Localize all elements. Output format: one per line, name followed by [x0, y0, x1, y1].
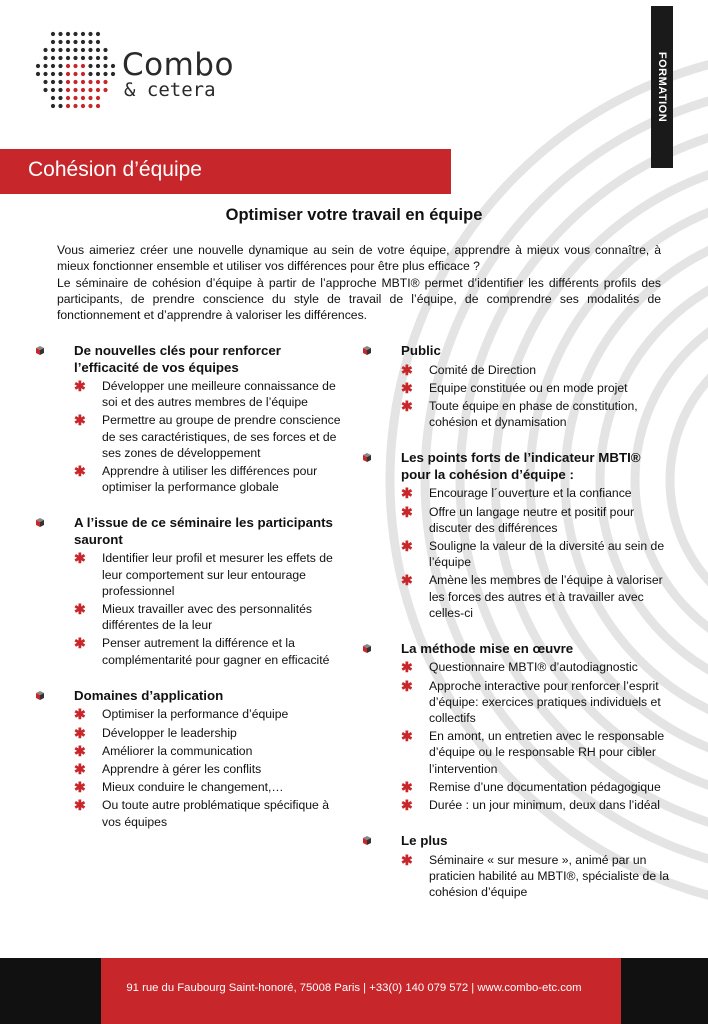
logo-dot: [66, 104, 70, 108]
asterisk-icon: ✱: [401, 397, 413, 414]
section-title: La méthode mise en œuvre: [401, 640, 574, 656]
logo-dot: [73, 56, 77, 60]
list-item: [401, 380, 673, 396]
logo-dot: [58, 88, 62, 92]
list-item: [74, 550, 346, 599]
bullet-list: [74, 706, 346, 829]
logo-dot: [81, 56, 85, 60]
section: [363, 833, 673, 900]
asterisk-icon: ✱: [401, 572, 413, 589]
logo-dot: [66, 88, 70, 92]
cube-bullet-icon: [36, 346, 44, 355]
logo-dot: [96, 80, 100, 84]
list-item: [74, 463, 346, 495]
list-item-text: Mieux travailler avec des personnalités différentes de la leur: [102, 602, 312, 633]
logo-dot: [88, 80, 92, 84]
bullet-list: [401, 362, 673, 431]
page-subtitle: Optimiser votre travail en équipe: [225, 206, 483, 224]
logo-dot: [88, 56, 92, 60]
cube-bullet-icon: [36, 691, 44, 700]
logo-dot: [43, 72, 47, 76]
footer-contact: 91 rue du Faubourg Saint-honoré, 75008 Paris | +33(0) 140 079 572 | www.combo-etc.com: [126, 982, 582, 994]
logo-dot: [66, 40, 70, 44]
logo-dot: [81, 48, 85, 52]
asterisk-icon: ✱: [74, 779, 86, 796]
logo-dot: [73, 80, 77, 84]
section-title: Les points forts de l’indicateur MBTI® pour la cohésion d’équipe :: [401, 450, 641, 482]
logo-dot: [51, 96, 55, 100]
logo-dot: [51, 88, 55, 92]
list-item: [74, 378, 346, 410]
list-item: [74, 412, 346, 461]
list-item: [401, 362, 673, 378]
list-item-text: Durée : un jour minimum, deux dans l’idéal: [429, 798, 660, 813]
asterisk-icon: ✱: [74, 463, 86, 480]
logo-dot: [43, 56, 47, 60]
logo-dot: [73, 72, 77, 76]
intro-paragraph-2: Le séminaire de cohésion d’équipe à partir de l’approche MBTI® permet d’identifier les différents profils des participants, de prendre conscience du style de travail de l’équipe, de comprendre ses modalités de fonctionnement et d’apprendre à valoriser les différences.: [57, 275, 661, 323]
asterisk-icon: ✱: [401, 537, 413, 554]
list-item: [401, 797, 673, 813]
logo-dot: [73, 88, 77, 92]
logo-dot: [73, 64, 77, 68]
list-item-text: Equipe constituée ou en mode projet: [429, 380, 628, 395]
page-title: Cohésion d’équipe: [28, 158, 202, 181]
list-item-text: Questionnaire MBTI® d’autodiagnostic: [429, 660, 638, 675]
list-item: [74, 761, 346, 777]
logo-dot: [51, 72, 55, 76]
logo-dot: [51, 40, 55, 44]
intro-paragraph-1: Vous aimeriez créer une nouvelle dynamique au sein de votre équipe, apprendre à mieux vous connaître, à mieux fonctionner ensemble et utiliser vos différences pour être plus efficace ?: [57, 243, 661, 274]
logo-dot: [103, 48, 107, 52]
logo-dot: [96, 56, 100, 60]
list-item-text: Offre un langage neutre et positif pour discuter des différences: [429, 504, 635, 535]
logo-dot: [111, 64, 115, 68]
section-title: Le plus: [401, 833, 448, 849]
list-item: [74, 601, 346, 633]
asterisk-icon: ✱: [401, 797, 413, 814]
logo-dot: [58, 32, 62, 36]
cube-bullet-icon: [363, 453, 371, 462]
list-item-text: Permettre au groupe de prendre conscience de ses caractéristiques, de ses forces et de ses zones de développement: [102, 413, 341, 460]
logo-dot: [88, 32, 92, 36]
brand-tagline: & cetera: [124, 79, 216, 101]
logo-dot: [51, 48, 55, 52]
logo-dot: [36, 64, 40, 68]
asterisk-icon: ✱: [401, 728, 413, 745]
list-item: [74, 706, 346, 722]
asterisk-icon: ✱: [401, 677, 413, 694]
list-item: [401, 779, 673, 795]
logo-dot: [88, 96, 92, 100]
logo-dot: [66, 96, 70, 100]
list-item-text: Identifier leur profil et mesurer les effets de leur comportement sur leur entourage professionnel: [102, 551, 333, 598]
logo-dot: [81, 72, 85, 76]
list-item-text: En amont, un entretien avec le responsable d’équipe ou le responsable RH pour cibler l’intervention: [429, 729, 665, 776]
logo-dot: [81, 32, 85, 36]
cube-bullet-icon: [363, 346, 371, 355]
list-item-text: Apprendre à utiliser les différences pour optimiser la performance globale: [102, 464, 318, 495]
list-item-text: Souligne la valeur de la diversité au sein de l’équipe: [429, 538, 665, 570]
right-column: [363, 343, 673, 902]
bullet-list: [74, 550, 346, 667]
list-item: [401, 398, 673, 430]
list-item-text: Encourage l´ouverture et la confiance: [429, 486, 632, 501]
list-item-text: Développer une meilleure connaissance de soi et des autres membres de l’équipe: [102, 379, 336, 410]
logo-dot: [66, 64, 70, 68]
list-item: [74, 797, 346, 829]
list-item-text: Optimiser la performance d’équipe: [102, 707, 289, 722]
logo-dot: [43, 88, 47, 92]
asterisk-icon: ✱: [401, 851, 413, 868]
logo-dot: [58, 40, 62, 44]
list-item: [401, 659, 673, 675]
list-item-text: Développer le leadership: [102, 725, 237, 740]
asterisk-icon: ✱: [74, 635, 86, 652]
bullet-list: [401, 485, 673, 621]
logo-dot: [51, 80, 55, 84]
logo-dot: [103, 80, 107, 84]
footer: [0, 958, 708, 1024]
list-item-text: Mieux conduire le changement,…: [102, 780, 284, 795]
title-band: [0, 149, 451, 194]
logo-dot: [73, 96, 77, 100]
logo-dot: [51, 32, 55, 36]
logo-dot: [58, 72, 62, 76]
logo-dot: [66, 80, 70, 84]
logo-dot: [103, 64, 107, 68]
logo-dot: [51, 104, 55, 108]
section-title: De nouvelles clés pour renforcer l’efficacité de vos équipes: [74, 343, 281, 375]
logo-dot: [73, 40, 77, 44]
logo-dot: [66, 48, 70, 52]
logo-dot: [103, 88, 107, 92]
bullet-list: [401, 852, 673, 901]
list-item: [401, 852, 673, 901]
asterisk-icon: ✱: [74, 797, 86, 814]
logo-dot: [88, 40, 92, 44]
list-item: [401, 678, 673, 727]
logo-dot: [88, 64, 92, 68]
list-item-text: Apprendre à gérer les conflits: [102, 761, 262, 776]
logo-dot: [88, 88, 92, 92]
list-item: [401, 538, 673, 570]
logo-dot: [66, 32, 70, 36]
logo-dot: [36, 72, 40, 76]
logo-dot: [88, 48, 92, 52]
logo-dot: [73, 32, 77, 36]
logo-dot: [58, 64, 62, 68]
bullet-list: [401, 659, 673, 813]
logo-dot: [51, 64, 55, 68]
list-item: [74, 779, 346, 795]
logo-dot: [96, 88, 100, 92]
asterisk-icon: ✱: [74, 742, 86, 759]
list-item: [401, 728, 673, 777]
section: [363, 343, 673, 430]
formation-tab: [651, 6, 673, 168]
logo-dot: [81, 104, 85, 108]
logo-dot: [103, 56, 107, 60]
cube-bullet-icon: [363, 836, 371, 845]
asterisk-icon: ✱: [401, 361, 413, 378]
list-item-text: Approche interactive pour renforcer l’esprit d’équipe: exercices pratiques individuels et collectifs: [429, 678, 661, 726]
section: [363, 641, 673, 813]
logo-dot: [96, 104, 100, 108]
logo-dot: [66, 72, 70, 76]
list-item-text: Penser autrement la différence et la complémentarité pour gagner en efficacité: [102, 636, 330, 667]
logo-dot: [103, 72, 107, 76]
logo-dot: [43, 80, 47, 84]
left-column: [36, 343, 346, 832]
list-item-text: Toute équipe en phase de constitution, cohésion et dynamisation: [429, 398, 638, 430]
section: [363, 450, 673, 621]
list-item: [401, 485, 673, 501]
asterisk-icon: ✱: [74, 412, 86, 429]
logo-dot: [58, 104, 62, 108]
asterisk-icon: ✱: [401, 659, 413, 676]
logo-dot: [81, 40, 85, 44]
asterisk-icon: ✱: [401, 379, 413, 396]
logo-dot: [51, 56, 55, 60]
logo-dot: [81, 80, 85, 84]
brand-name: Combo: [122, 47, 234, 83]
bullet-list: [74, 378, 346, 495]
formation-label: FORMATION: [656, 51, 668, 123]
asterisk-icon: ✱: [401, 485, 413, 502]
logo-dot: [43, 64, 47, 68]
brand-logo-mark: [32, 28, 122, 118]
list-item-text: Remise d’une documentation pédagogique: [429, 779, 661, 794]
logo-dot: [58, 48, 62, 52]
logo-dot: [81, 88, 85, 92]
logo-dot: [88, 72, 92, 76]
section-title: Domaines d’application: [74, 687, 224, 703]
section: [36, 688, 346, 830]
logo-dot: [96, 48, 100, 52]
asterisk-icon: ✱: [74, 378, 86, 394]
asterisk-icon: ✱: [74, 724, 86, 741]
list-item-text: Amène les membres de l’équipe à valoriser les forces des autres et à travailler avec celles-ci: [429, 573, 663, 620]
logo-dot: [96, 96, 100, 100]
asterisk-icon: ✱: [401, 503, 413, 520]
section: [36, 343, 346, 495]
logo-dot: [58, 56, 62, 60]
logo-dot: [96, 40, 100, 44]
logo-dot: [73, 104, 77, 108]
section-title: Public: [401, 343, 441, 358]
list-item-text: Ou toute autre problématique spécifique à vos équipes: [102, 798, 329, 829]
list-item-text: Comité de Direction: [429, 362, 537, 377]
asterisk-icon: ✱: [74, 760, 86, 777]
logo-dot: [73, 48, 77, 52]
logo-dot: [88, 104, 92, 108]
list-item-text: Séminaire « sur mesure », animé par un praticien habilité au MBTI®, spécialiste de la cohésion d’équipe: [429, 852, 669, 900]
logo-dot: [58, 96, 62, 100]
logo-dot: [43, 48, 47, 52]
logo-dot: [96, 64, 100, 68]
logo-dot: [66, 56, 70, 60]
asterisk-icon: ✱: [74, 550, 86, 567]
cube-bullet-icon: [36, 518, 44, 527]
list-item: [74, 635, 346, 667]
section: [36, 515, 346, 667]
logo-dot: [58, 80, 62, 84]
list-item: [401, 504, 673, 536]
logo-dot: [96, 72, 100, 76]
logo-dot: [111, 72, 115, 76]
list-item: [74, 743, 346, 759]
logo-dot: [96, 32, 100, 36]
list-item-text: Améliorer la communication: [102, 743, 253, 758]
section-title: A l’issue de ce séminaire les participants sauront: [74, 515, 333, 547]
intro-text: [57, 242, 661, 323]
list-item: [74, 725, 346, 741]
asterisk-icon: ✱: [74, 706, 86, 723]
asterisk-icon: ✱: [74, 601, 86, 618]
list-item: [401, 572, 673, 621]
cube-bullet-icon: [363, 644, 371, 653]
logo-dot: [81, 96, 85, 100]
asterisk-icon: ✱: [401, 778, 413, 795]
logo-dot: [81, 64, 85, 68]
